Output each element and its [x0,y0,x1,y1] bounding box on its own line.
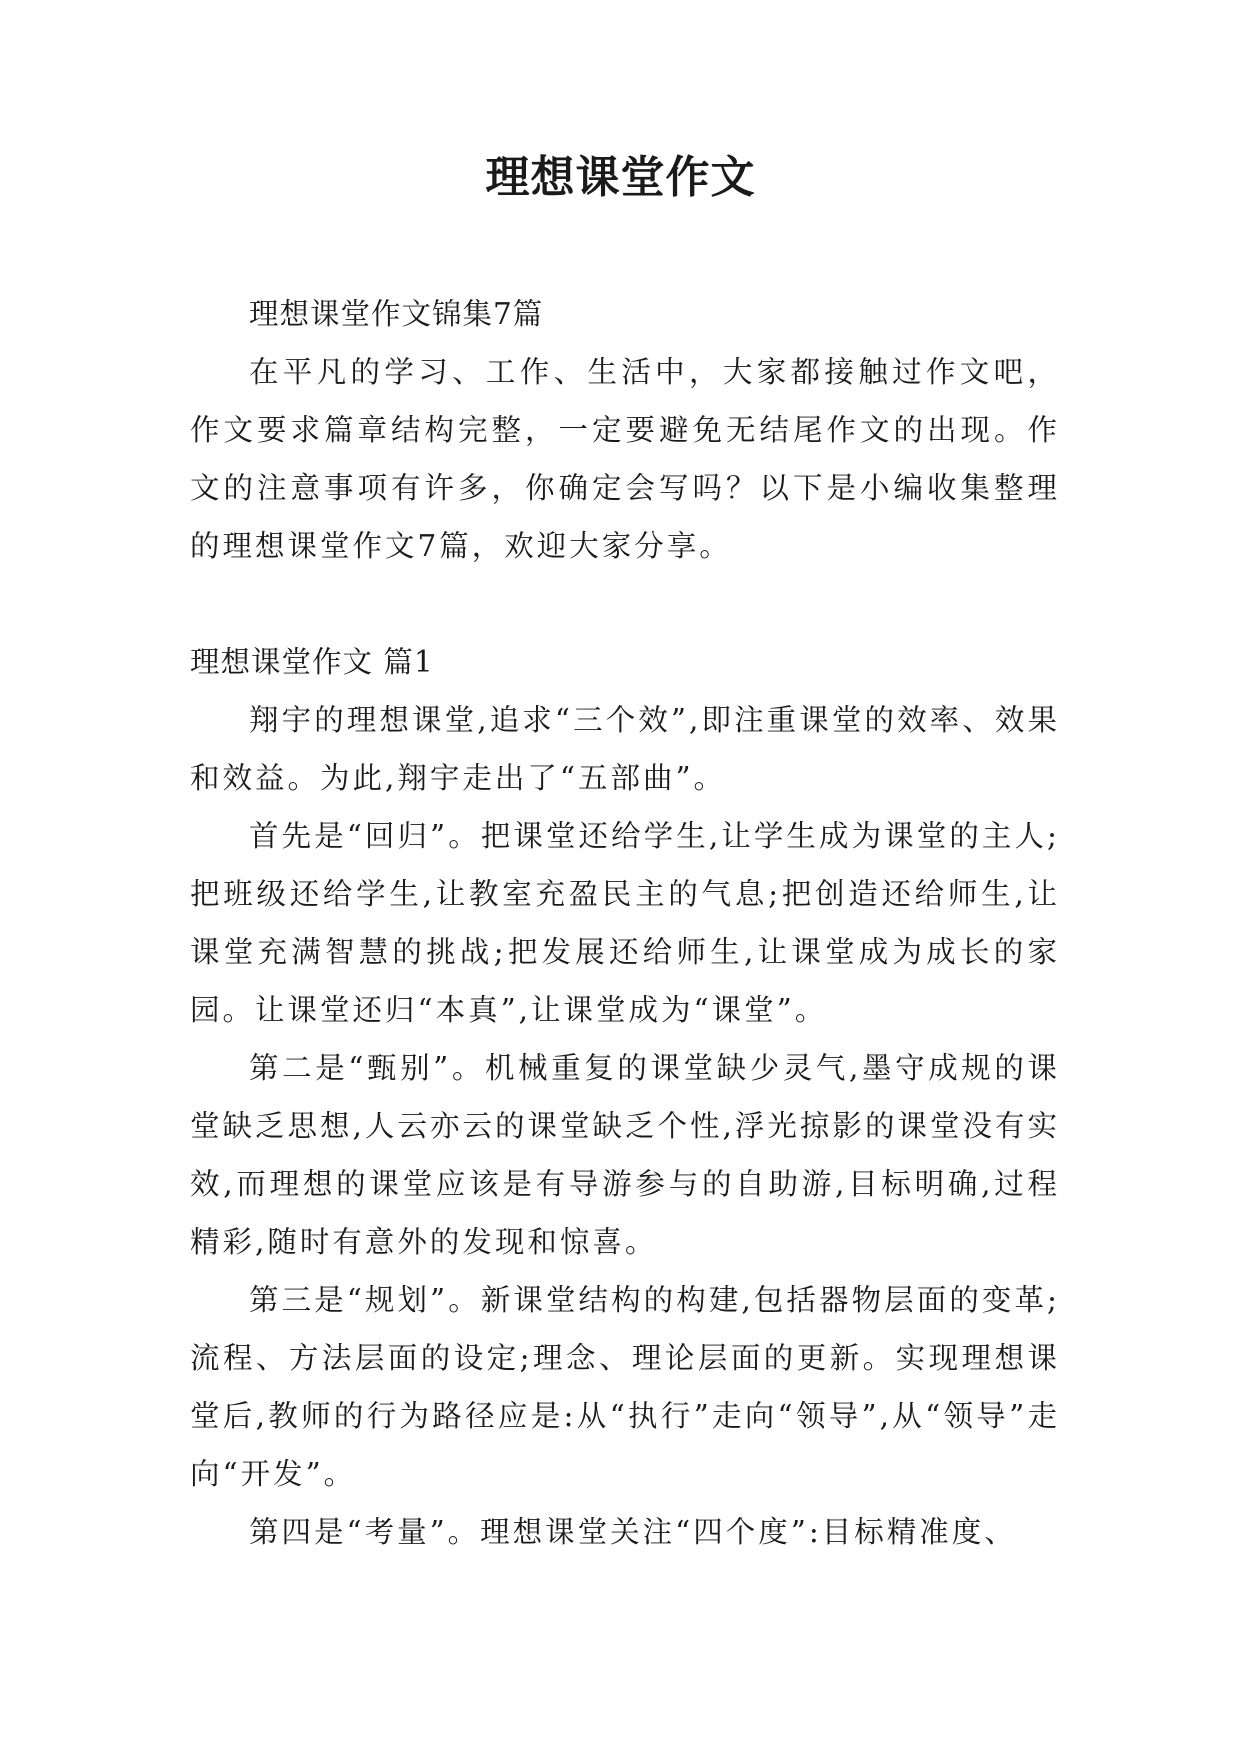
body-paragraph: 第三是“规划”。新课堂结构的构建,包括器物层面的变革;流程、方法层面的设定;理念、理论层面的更新。实现理想课堂后,教师的行为路径应是:从“执行”走向“领导”,从“领导”走向“开发”。 [190,1283,1060,1491]
section-spacer [190,575,1060,633]
document-title: 理想课堂作文 [485,152,756,203]
document-body [190,285,1060,1561]
body-paragraph: 首先是“回归”。把课堂还给学生,让学生成为课堂的主人;把班级还给学生,让教室充盈民主的气息;把创造还给师生,让课堂充满智慧的挑战;把发展还给师生,让课堂成为成长的家园。让课堂还归“本真”,让课堂成为“课堂”。 [190,819,1060,1027]
section-heading: 理想课堂作文 篇1 [190,645,434,679]
intro-paragraph: 在平凡的学习、工作、生活中，大家都接触过作文吧，作文要求篇章结构完整，一定要避免无结尾作文的出现。作文的注意事项有许多，你确定会写吗？以下是小编收集整理的理想课堂作文7篇，欢迎大家分享。 [190,355,1060,563]
body-paragraph: 翔宇的理想课堂,追求“三个效”,即注重课堂的效率、效果和效益。为此,翔宇走出了“五部曲”。 [190,703,1060,795]
body-paragraph: 第四是“考量”。理想课堂关注“四个度”:目标精准度、 [249,1515,1017,1549]
intro-heading: 理想课堂作文锦集7篇 [249,297,544,331]
body-paragraph: 第二是“甄别”。机械重复的课堂缺少灵气,墨守成规的课堂缺乏思想,人云亦云的课堂缺乏个性,浮光掠影的课堂没有实效,而理想的课堂应该是有导游参与的自助游,目标明确,过程精彩,随时有意外的发现和惊喜。 [190,1051,1060,1259]
